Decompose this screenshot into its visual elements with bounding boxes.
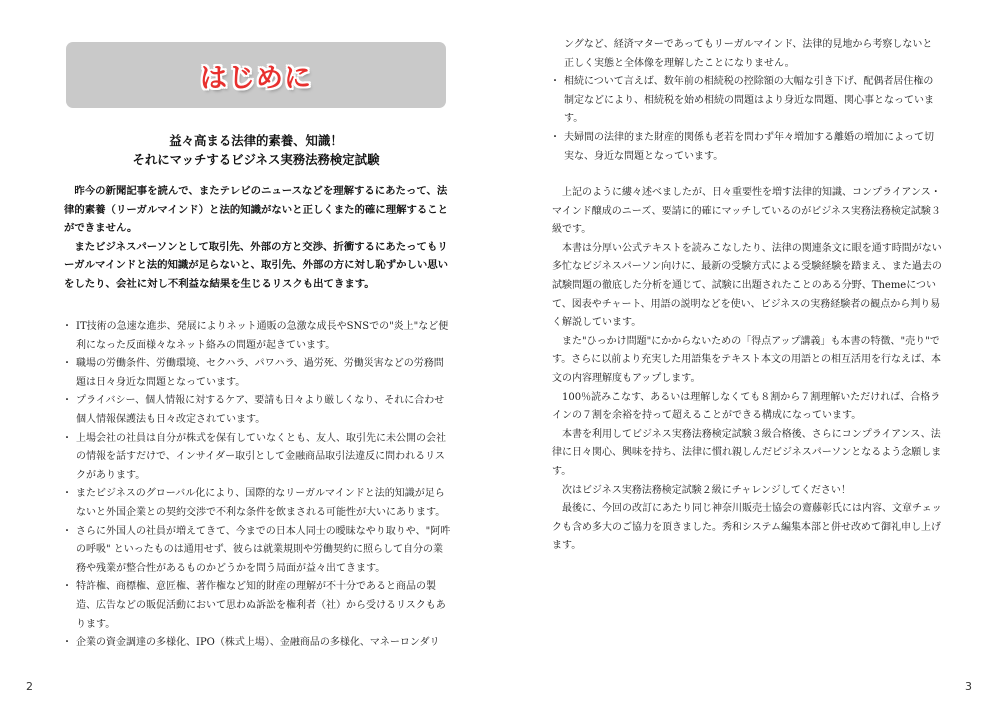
page-number-right: 3 bbox=[965, 680, 972, 693]
intro-paragraph: またビジネスパーソンとして取引先、外部の方と交渉、折衝するにあたってもリーガルマインドと法的知識が足らないと、取引先、外部の方に対し恥ずかしい思いをしたり、会社に対し不利益な結果を生じるリスクも出てきます。 bbox=[64, 240, 449, 290]
list-item: ・ 上場会社の社員は自分が株式を保有していなくとも、友人、取引先に未公開の会社の情報を話すだけで、インサイダー取引として金融商品取引法違反に問われるリスクがあります。 bbox=[64, 430, 452, 486]
intro-text bbox=[64, 182, 452, 294]
body-paragraph: 100％読みこなす、あるいは理解しなくても８割から７割理解いただければ、合格ラインの７割を余裕を持って超えることができる構成になっています。 bbox=[552, 391, 941, 422]
subtitle-line-2: それにマッチするビジネス実務法務検定試験 bbox=[132, 152, 380, 167]
body-paragraph: 最後に、今回の改訂にあたり同じ神奈川販売士協会の齋藤彰氏には内容、文章チェックも含め多大のご協力を頂きました。秀和システム編集本部と併せ改めて御礼申し上げます。 bbox=[552, 503, 942, 552]
issue-list-continued bbox=[552, 36, 942, 166]
page-number-left: 2 bbox=[26, 680, 33, 693]
list-item: ・ 特許権、商標権、意匠権、著作権など知的財産の理解が不十分であると商品の製造、広告などの販促活動において思わぬ訴訟を権利者（社）から受けるリスクもあります。 bbox=[64, 578, 452, 634]
list-item: ・ またビジネスのグローバル化により、国際的なリーガルマインドと法的知識が足らないと外国企業との契約交渉で不利な条件を飲まされる可能性が大いにあります。 bbox=[64, 485, 452, 522]
list-item: ・ さらに外国人の社員が増えてきて、今までの日本人同士の曖昧なやり取りや、"阿吽の呼吸" といったものは通用せず、彼らは就業規則や労働契約に照らして自分の業務や残業が整合性があるものかどうかを問う局面が益々出てきます。 bbox=[64, 523, 452, 579]
body-paragraph: また"ひっかけ問題"にかからないための「得点アップ講義」も本書の特徴、"売り"です。さらに以前より充実した用語集をテキスト本文の用語との相互活用を行なえば、本文の内容理解度もアップします。 bbox=[552, 335, 941, 384]
section-banner bbox=[66, 42, 446, 108]
subtitle-line-1: 益々高まる法律的素養、知識！ bbox=[169, 133, 343, 148]
body-paragraph: 次はビジネス実務法務検定試験２級にチャレンジしてください！ bbox=[562, 484, 851, 496]
list-item: ・ プライバシー、個人情報に対するケア、要請も日々より厳しくなり、それに合わせ個人情報保護法も日々改定されています。 bbox=[64, 392, 452, 429]
list-item: ・ 相続について言えば、数年前の相続税の控除額の大幅な引き下げ、配偶者居住権の制定などにより、相続税を始め相続の問題はより身近な問題、関心事となっています。 bbox=[552, 73, 942, 129]
issue-list bbox=[64, 318, 452, 653]
list-item-continuation: ングなど、経済マターであってもリーガルマインド、法律的見地から考察しないと正しく実態と全体像を理解したことになりません。 bbox=[564, 39, 933, 69]
body-paragraph: 本書を利用してビジネス実務法務検定試験３級合格後、さらにコンプライアンス、法律に日々関心、興味を持ち、法律に慣れ親しんだビジネスパーソンとなるよう念願します。 bbox=[552, 428, 942, 477]
list-item: ・ IT技術の急速な進歩、発展によりネット通販の急激な成長やSNSでの"炎上"など便利になった反面様々なネット絡みの問題が起きています。 bbox=[64, 318, 452, 355]
list-item: ・ 夫婦間の法律的また財産的関係も老若を問わず年々増加する離婚の増加によって切実な、身近な問題となっています。 bbox=[552, 129, 942, 166]
subtitle bbox=[66, 131, 446, 169]
list-item: ・ 企業の資金調達の多様化、IPO（株式上場）、金融商品の多様化、マネーロンダリ bbox=[64, 634, 452, 653]
body-text bbox=[552, 184, 942, 556]
body-paragraph: 上記のように縷々述べましたが、日々重要性を増す法律的知識、コンプライアンス・マインド醸成のニーズ、要請に的確にマッチしているのがビジネス実務法務検定試験３級です。 bbox=[552, 187, 941, 236]
intro-paragraph: 昨今の新聞記事を読んで、またテレビのニュースなどを理解するにあたって、法律的素養（リーガルマインド）と法的知識がないと正しくまた的確に理解することができません。 bbox=[64, 185, 449, 235]
banner-title: はじめに bbox=[200, 62, 312, 94]
list-item: ・ 職場の労働条件、労働環境、セクハラ、パワハラ、過労死、労働災害などの労務問題は日々身近な問題となっています。 bbox=[64, 355, 452, 392]
body-paragraph: 本書は分厚い公式テキストを読みこなしたり、法律の関連条文に眼を通す時間がない多忙なビジネスパーソン向けに、最新の受験方式による受験経験を踏まえ、また過去の試験問題の徹底した分析を通じて、試験に出題されたことのある分野、Themeについて、図表やチャート、用語の説明などを使い、ビジネスの実務経験者の観点から判り易く解説しています。 bbox=[552, 242, 942, 329]
